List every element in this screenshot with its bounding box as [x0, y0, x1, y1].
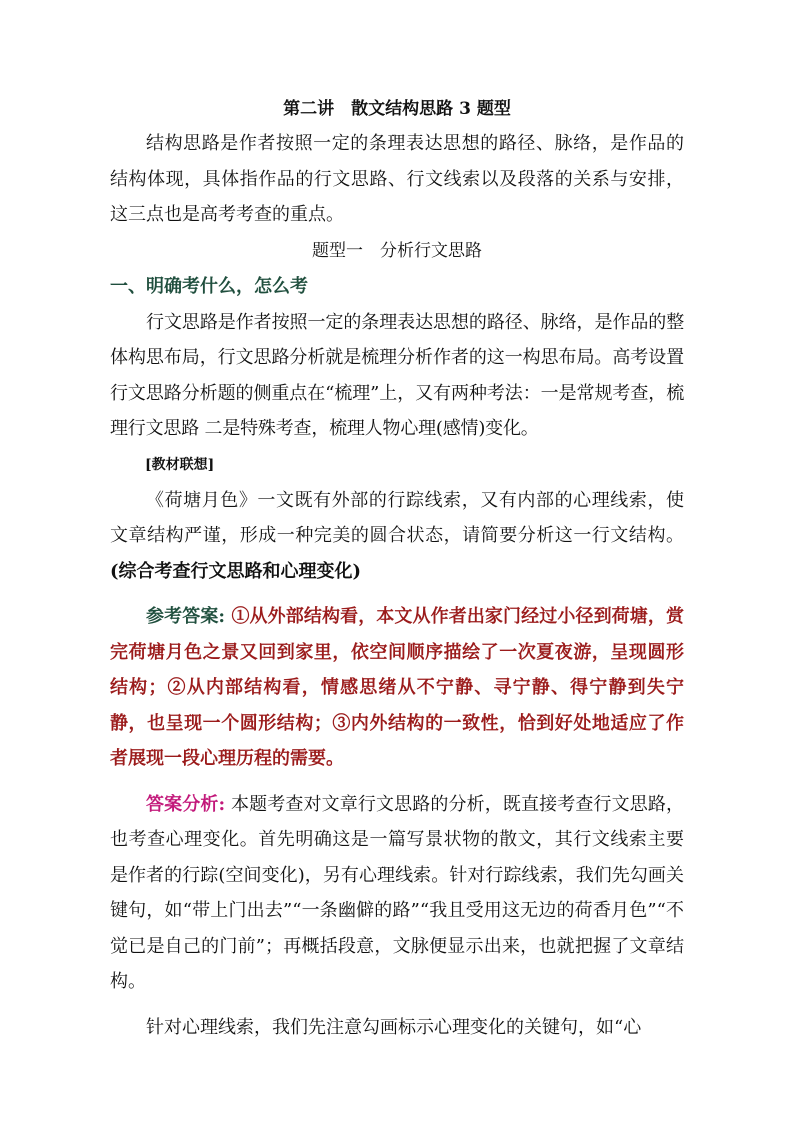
answer-text: ①从外部结构看，本文从作者出家门经过小径到荷塘，赏完荷塘月色之景又回到家里，依空间顺序描绘了一次夏夜游，呈现圆形结构；②从内部结构看，情感思绪从不宁静、寻宁静、得宁静到失宁静，也呈现一个圆形结构；③内外结构的一致性，恰到好处地适应了作者展现一段心理历程的需要。	[110, 606, 684, 769]
analysis-label: 答案分析:	[146, 793, 226, 815]
question-note: (综合考查行文思路和心理变化)	[110, 560, 362, 582]
section-title: 题型一 分析行文思路	[312, 240, 482, 261]
psychology-clue-paragraph: 针对心理线索，我们先注意勾画标示心理变化的关键句，如“心	[146, 1016, 642, 1038]
answer-analysis	[110, 787, 684, 1000]
reference-answer	[110, 599, 684, 777]
lecture-title: 第二讲 散文结构思路 3 题型	[283, 99, 511, 119]
heading-what-and-how: 一、明确考什么，怎么考	[110, 275, 308, 297]
question-paragraph	[110, 483, 684, 590]
writing-logic-paragraph: 行文思路是作者按照一定的条理表达思想的路径、脉络，是作品的整体构思布局，行文思路分析就是梳理分析作者的这一构思布局。高考设置行文思路分析题的侧重点在“梳理”上，又有两种考法：一是常规考查，梳理行文思路 二是特殊考查，梳理人物心理(感情)变化。	[110, 311, 684, 439]
document-page	[110, 92, 684, 1045]
textbook-association-tag: [教材联想]	[145, 456, 215, 473]
analysis-text: 本题考查对文章行文思路的分析，既直接考查行文思路，也考查心理变化。首先明确这是一篇写景状物的散文，其行文线索主要是作者的行踪(空间变化)，另有心理线索。针对行踪线索，我们先勾画关键句，如“带上门出去”“一条幽僻的路”“我且受用这无边的荷香月色”“不觉已是自己的门前”；再概括段意，文脉便显示出来，也就把握了文章结构。	[110, 793, 684, 992]
question-text: 《荷塘月色》一文既有外部的行踪线索，又有内部的心理线索，使文章结构严谨，形成一种完美的圆合状态，请简要分析这一行文结构。	[110, 489, 684, 546]
answer-label: 参考答案:	[146, 606, 226, 627]
intro-paragraph: 结构思路是作者按照一定的条理表达思想的路径、脉络，是作品的结构体现，具体指作品的行文思路、行文线索以及段落的关系与安排，这三点也是高考考查的重点。	[110, 133, 684, 225]
